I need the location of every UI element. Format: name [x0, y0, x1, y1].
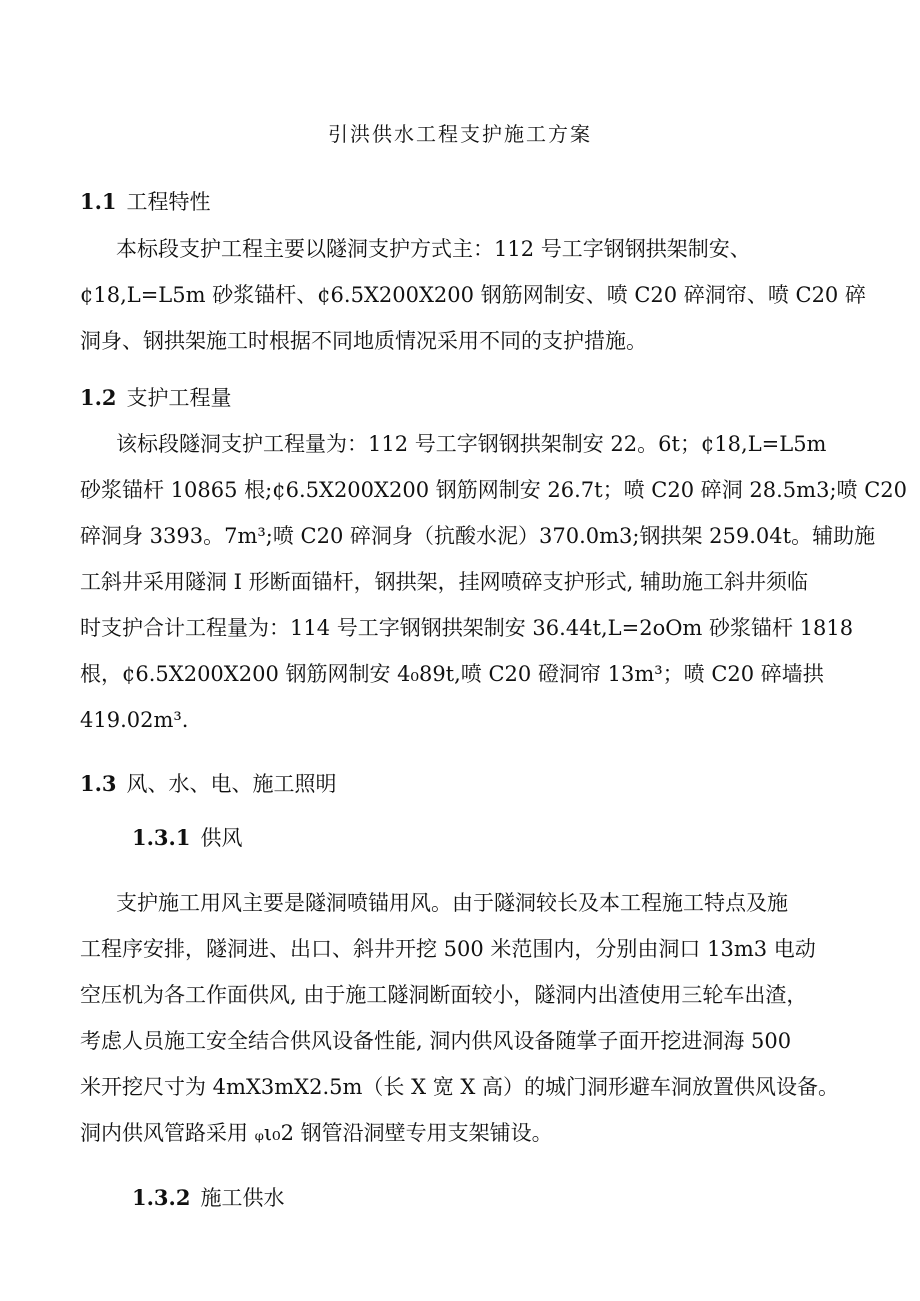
section-number: 1.2 [80, 385, 117, 410]
paragraph-line: 工斜井采用隧洞 I 形断面锚杆，钢拱架，挂网喷碎支护形式, 辅助施工斜井须临 [80, 570, 808, 594]
paragraph-line: 空压机为各工作面供风, 由于施工隧洞断面较小，隧洞内出渣使用三轮车出渣， [80, 983, 808, 1007]
document-title: 引洪供水工程支护施工方案 [328, 122, 592, 146]
section-number: 1.3 [80, 771, 117, 796]
paragraph-line: 该标段隧洞支护工程量为：112 号工字钢钢拱架制安 22。6t；¢18,L=L5m [116, 432, 827, 456]
section-1-1-paragraph [80, 226, 870, 364]
section-heading-1-3 [80, 768, 337, 798]
section-heading-1-1 [80, 186, 211, 216]
section-title: 工程特性 [126, 190, 211, 214]
paragraph-line: 时支护合计工程量为：114 号工字钢钢拱架制安 36.44t,L=2oOm 砂浆锚杆 1818 [80, 616, 854, 640]
paragraph-line: 支护施工用风主要是隧洞喷锚用风。由于隧洞较长及本工程施工特点及施 [116, 891, 788, 915]
section-1-3-1-paragraph [80, 880, 870, 1156]
paragraph-line: 洞内供风管路采用 ᵩι₀2 钢管沿洞壁专用支架铺设。 [80, 1121, 553, 1145]
paragraph-line: 碎洞身 3393。7m³;喷 C20 碎洞身（抗酸水泥）370.0m3;钢拱架 259.04t。辅助施 [80, 524, 876, 548]
paragraph-line: 米开挖尺寸为 4mX3mX2.5m（长 X 宽 X 高）的城门洞形避车洞放置供风设备。 [80, 1075, 840, 1099]
section-heading-1-2 [80, 382, 232, 412]
paragraph-line: 砂浆锚杆 10865 根;¢6.5X200X200 钢筋网制安 26.7t；喷 C20 碎洞 28.5m3;喷 C20 [80, 478, 907, 502]
paragraph-line: ¢18,L=L5m 砂浆锚杆、¢6.5X200X200 钢筋网制安、喷 C20 碎洞帘、喷 C20 碎 [80, 283, 866, 307]
paragraph-line: 本标段支护工程主要以隧洞支护方式主：112 号工字钢钢拱架制安、 [116, 237, 751, 261]
paragraph-line: 洞身、钢拱架施工时根据不同地质情况采用不同的支护措施。 [80, 329, 647, 353]
section-title: 施工供水 [200, 1186, 285, 1210]
section-title: 风、水、电、施工照明 [126, 772, 337, 796]
paragraph-line: 根，¢6.5X200X200 钢筋网制安 4₀89t,喷 C20 磴洞帘 13m³；喷 C20 碎墙拱 [80, 662, 824, 686]
paragraph-line: 419.02m³. [80, 708, 189, 732]
section-number: 1.3.1 [132, 825, 191, 850]
section-title: 供风 [200, 826, 243, 850]
section-heading-1-3-1 [132, 822, 242, 852]
section-heading-1-3-2 [132, 1182, 284, 1212]
section-number: 1.1 [80, 189, 117, 214]
section-1-2-paragraph [80, 421, 907, 743]
paragraph-line: 考虑人员施工安全结合供风设备性能, 洞内供风设备随掌子面开挖进洞海 500 [80, 1029, 792, 1053]
paragraph-line: 工程序安排，隧洞进、出口、斜井开挖 500 米范围内，分别由洞口 13m3 电动 [80, 937, 816, 961]
section-number: 1.3.2 [132, 1185, 191, 1210]
section-title: 支护工程量 [126, 386, 232, 410]
